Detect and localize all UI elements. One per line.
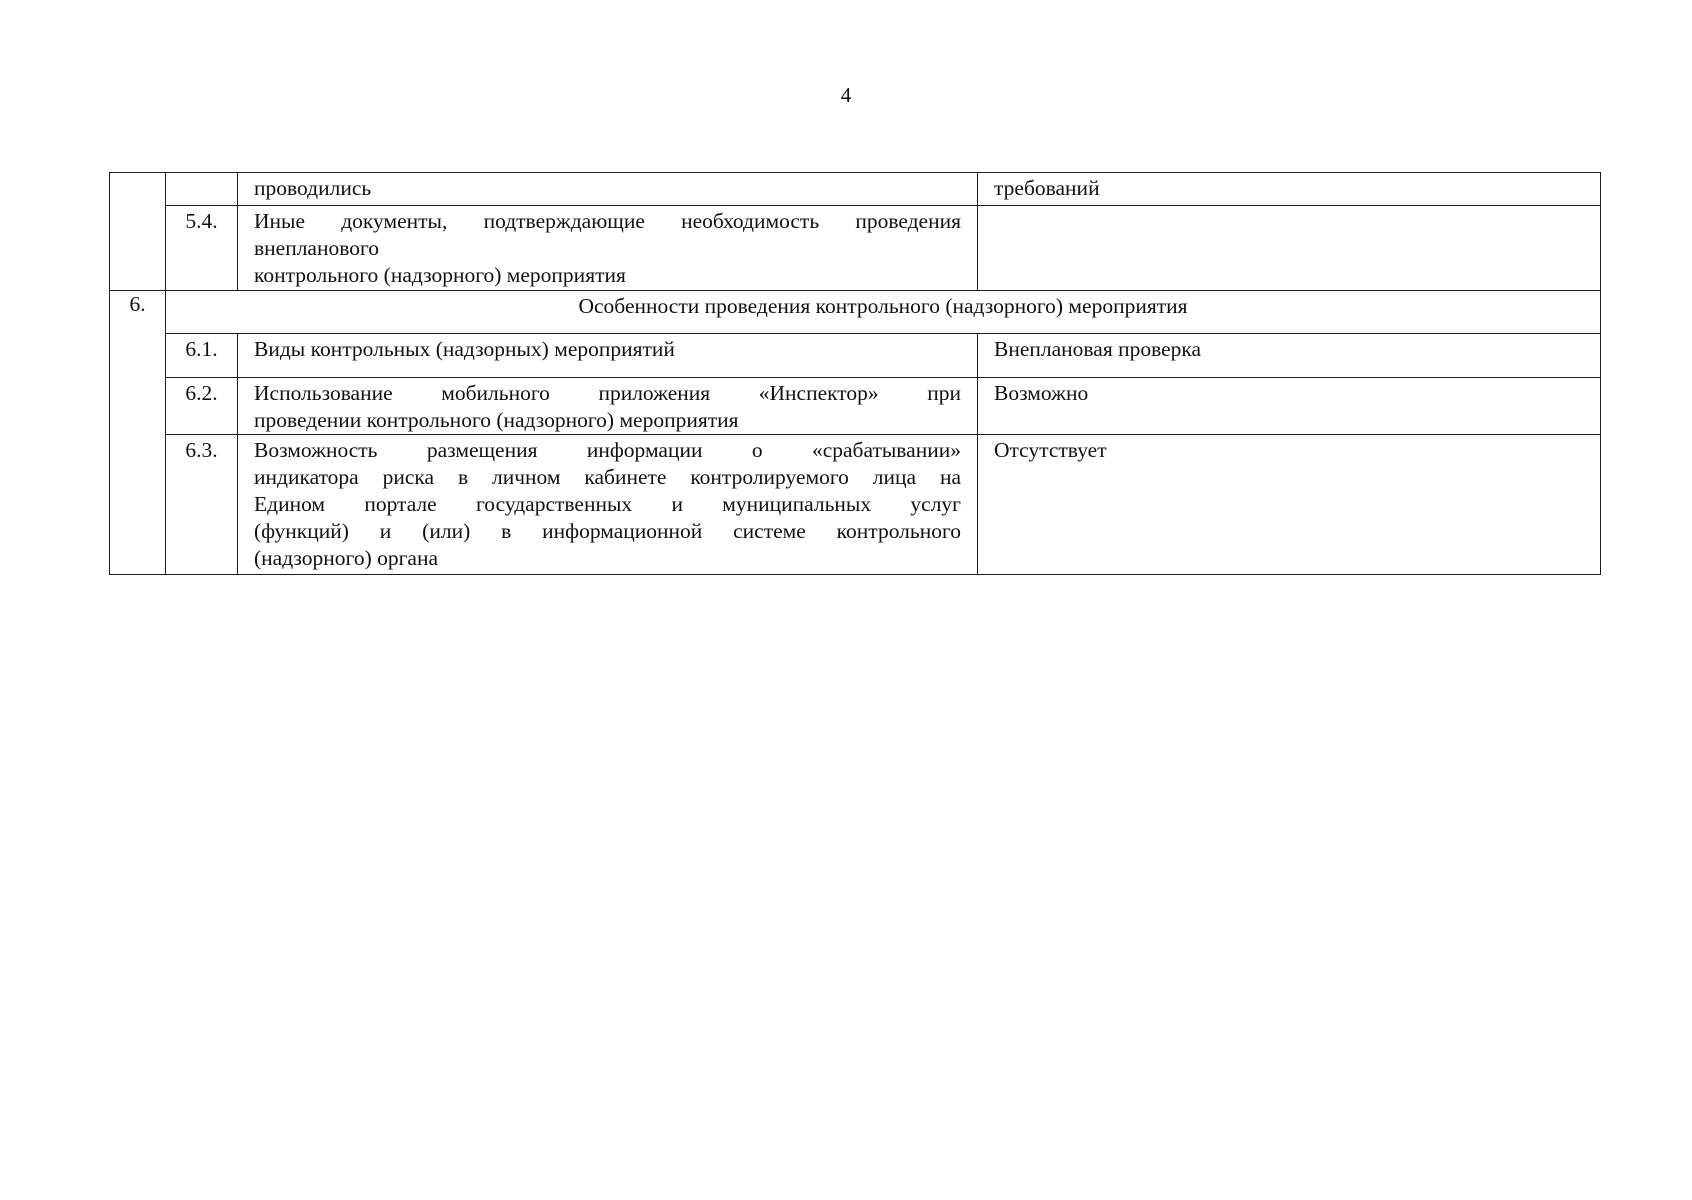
row-value-cell bbox=[978, 206, 1601, 291]
row-value-cell bbox=[978, 173, 1601, 206]
row-value: Внеплановая проверка bbox=[994, 337, 1202, 361]
row-value-cell bbox=[978, 378, 1601, 435]
row-value: Возможно bbox=[994, 381, 1089, 405]
page-number: 4 bbox=[840, 83, 852, 107]
section-6-number-cell bbox=[110, 291, 166, 575]
row-value: требований bbox=[994, 176, 1100, 200]
row-text-cell bbox=[238, 435, 978, 575]
section-5-number-cell bbox=[110, 173, 166, 291]
row-number: 6.2. bbox=[185, 381, 218, 405]
row-text-line: (надзорного) органа bbox=[254, 546, 439, 570]
section-number: 6. bbox=[129, 292, 146, 316]
row-text-line: внепланового bbox=[254, 236, 380, 260]
row-number-cell bbox=[166, 206, 238, 291]
row-value-cell bbox=[978, 334, 1601, 378]
table-row bbox=[110, 435, 1601, 575]
row-number: 5.4. bbox=[185, 209, 218, 233]
row-text-cell bbox=[238, 378, 978, 435]
row-text-cell bbox=[238, 206, 978, 291]
row-number: 6.3. bbox=[185, 438, 218, 462]
section-heading-row bbox=[110, 291, 1601, 334]
table-row bbox=[110, 378, 1601, 435]
row-number-cell bbox=[166, 435, 238, 575]
table-row bbox=[110, 173, 1601, 206]
row-text-line: Иные документы, подтверждающие необходимость проведения bbox=[254, 209, 961, 233]
row-text-line: Использование мобильного приложения «Инспектор» при bbox=[254, 381, 961, 405]
row-text-line: индикатора риска в личном кабинете контролируемого лица на bbox=[254, 465, 961, 489]
row-text-cell bbox=[238, 173, 978, 206]
row-number-cell bbox=[166, 378, 238, 435]
table-row bbox=[110, 334, 1601, 378]
table-row bbox=[110, 206, 1601, 291]
row-text-line: контрольного (надзорного) мероприятия bbox=[254, 263, 626, 287]
row-number: 6.1. bbox=[185, 337, 218, 361]
row-text-line: Возможность размещения информации о «срабатывании» bbox=[254, 438, 961, 462]
row-number-cell bbox=[166, 334, 238, 378]
row-value-cell bbox=[978, 435, 1601, 575]
row-number-cell bbox=[166, 173, 238, 206]
row-text: проводились bbox=[254, 176, 372, 200]
row-text-line: проведении контрольного (надзорного) мероприятия bbox=[254, 408, 739, 432]
requirements-table bbox=[109, 172, 1601, 575]
row-text-line: Едином портале государственных и муниципальных услуг bbox=[254, 492, 961, 516]
row-value: Отсутствует bbox=[994, 438, 1107, 462]
section-heading-cell bbox=[166, 291, 1601, 334]
row-text: Виды контрольных (надзорных) мероприятий bbox=[254, 337, 675, 361]
row-text-line: (функций) и (или) в информационной системе контрольного bbox=[254, 519, 961, 543]
row-text-cell bbox=[238, 334, 978, 378]
section-heading: Особенности проведения контрольного (надзорного) мероприятия bbox=[578, 294, 1188, 318]
